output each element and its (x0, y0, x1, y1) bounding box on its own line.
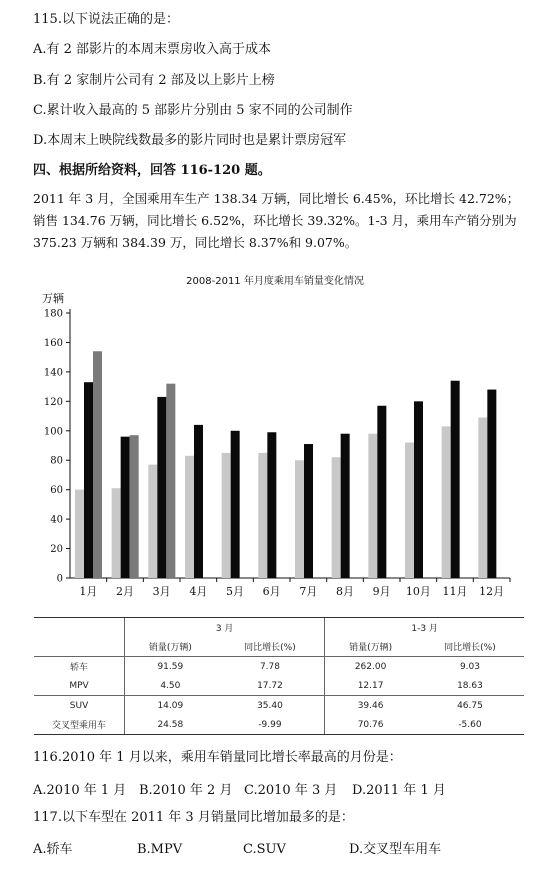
table-cell: 262.00 (325, 657, 416, 677)
y-tick-label: 0 (56, 573, 63, 585)
table-cell: 46.75 (416, 696, 524, 716)
table-cell: -9.99 (216, 715, 325, 735)
x-tick-label: 2月 (116, 585, 134, 598)
q117-option-c: C.SUV (243, 842, 286, 857)
x-tick-label: 5月 (226, 585, 244, 598)
table-cell: -5.60 (416, 715, 524, 735)
bar (130, 435, 139, 578)
bar (93, 351, 102, 578)
x-tick-label: 7月 (299, 585, 318, 598)
x-tick-label: 1月 (79, 585, 98, 598)
table-cell: 35.40 (216, 696, 325, 716)
row-label: 轿车 (69, 663, 88, 673)
bar (84, 382, 93, 578)
q117-option-d: D.交叉型车用车 (349, 842, 442, 857)
x-tick-label: 6月 (262, 585, 281, 598)
bar (258, 453, 267, 578)
q116-options (33, 779, 446, 798)
section-paragraph (33, 188, 531, 254)
bar (487, 390, 496, 578)
q117-stem: 117.以下车型在 2011 年 3 月销量同比增加最多的是： (33, 810, 354, 825)
y-tick-label: 40 (50, 514, 63, 526)
bar (231, 431, 240, 578)
table-cell: 4.50 (125, 676, 216, 696)
bar (295, 460, 304, 578)
section-heading: 四、根据所给资料，回答 116-120 题。 (33, 163, 271, 178)
section-paragraph-text: 2011 年 3 月，全国乘用车生产 138.34 万辆，同比增长 6.45%，环比增长 42.72%；销售 134.76 万辆，同比增长 6.52%，环比增长 39.32%。1-3 月，乘用车产销分别为 375.23 万辆和 384.39 万，同比增长 8.37%和 9.07%。 (33, 191, 520, 250)
x-tick-label: 9月 (372, 585, 391, 598)
y-tick-label: 20 (50, 544, 63, 556)
bar (75, 490, 84, 578)
bar (267, 432, 276, 578)
row-label: 交叉型乘用车 (34, 715, 125, 735)
group-header-q1: 1-3 月 (325, 618, 524, 638)
subheader-growth-q1: 同比增长(%) (416, 637, 524, 657)
q115-option-a: A.有 2 部影片的本周末票房收入高于成本 (33, 42, 272, 57)
bar-chart (0, 280, 550, 610)
table-cell: 18.63 (457, 680, 483, 691)
y-tick-label: 100 (43, 426, 63, 438)
table-corner-2 (34, 637, 125, 657)
table-cell: 39.46 (325, 696, 416, 716)
y-tick-label: 180 (43, 308, 63, 320)
bar (194, 425, 203, 578)
y-tick-label: 120 (43, 396, 63, 408)
bar (157, 397, 166, 578)
x-tick-label: 11月 (442, 585, 468, 598)
q115-option-c: C.累计收入最高的 5 部影片分别由 5 家不同的公司制作 (33, 103, 353, 118)
table-cell: 17.72 (257, 680, 283, 691)
x-tick-label: 4月 (189, 585, 208, 598)
row-label: SUV (34, 696, 125, 716)
subheader-sales-march: 销量(万辆) (125, 637, 216, 657)
subheader-growth-march: 同比增长(%) (216, 637, 325, 657)
y-tick-label: 160 (43, 337, 63, 349)
bar (414, 401, 423, 578)
y-tick-label: 60 (50, 485, 63, 497)
x-tick-label: 12月 (479, 585, 505, 598)
subheader-sales-q1: 销量(万辆) (325, 637, 416, 657)
table-cell: 7.78 (259, 661, 280, 672)
bar (166, 384, 175, 578)
table-cell: 24.58 (125, 715, 216, 735)
bar (148, 465, 157, 578)
table-cell: 91.59 (125, 657, 216, 677)
q116-stem: 116.2010 年 1 月以来，乘用车销量同比增长率最高的月份是： (33, 750, 402, 765)
bar (368, 434, 377, 578)
y-axis-label: 万辆 (42, 292, 64, 305)
q115-option-d: D.本周末上映院线数最多的影片同时也是累计票房冠军 (33, 133, 347, 148)
x-tick-label: 8月 (336, 585, 354, 598)
row-label: MPV (69, 680, 89, 691)
bar (185, 456, 194, 578)
q117-option-b: B.MPV (137, 842, 183, 857)
table-cell: 9.03 (459, 661, 480, 672)
q116-option-d: D.2011 年 1 月 (352, 783, 446, 798)
table-cell: 12.17 (325, 676, 416, 696)
table-row (34, 676, 524, 696)
table-row (34, 657, 524, 677)
sales-table (34, 617, 524, 735)
table-cell: 70.76 (325, 715, 416, 735)
table-row (34, 696, 524, 716)
bar (332, 457, 341, 578)
q115-option-b: B.有 2 家制片公司有 2 部及以上影片上榜 (33, 73, 275, 88)
bar (121, 437, 130, 578)
bar (442, 426, 451, 578)
y-tick-label: 140 (43, 367, 63, 379)
bar (304, 444, 313, 578)
bar (377, 406, 386, 578)
y-tick-label: 80 (50, 455, 63, 467)
q117-options (33, 838, 441, 857)
q116-option-b: B.2010 年 2 月 (139, 783, 233, 798)
chart-title: 2008-2011 年月度乘用车销量变化情况 (186, 276, 364, 287)
table-corner (34, 618, 125, 638)
x-tick-label: 10月 (405, 585, 431, 598)
q115-stem: 115.以下说法正确的是： (33, 12, 179, 27)
bar (341, 434, 350, 578)
table-cell: 14.09 (125, 696, 216, 716)
q117-option-a: A.轿车 (33, 842, 73, 857)
x-tick-label: 3月 (152, 585, 171, 598)
group-header-march: 3 月 (125, 618, 325, 638)
bar (222, 453, 231, 578)
bar (451, 381, 460, 578)
q116-option-a: A.2010 年 1 月 (33, 783, 127, 798)
bar (478, 418, 487, 578)
table-row (34, 715, 524, 735)
q116-option-c: C.2010 年 3 月 (244, 783, 338, 798)
bar (405, 443, 414, 578)
bar (112, 488, 121, 578)
